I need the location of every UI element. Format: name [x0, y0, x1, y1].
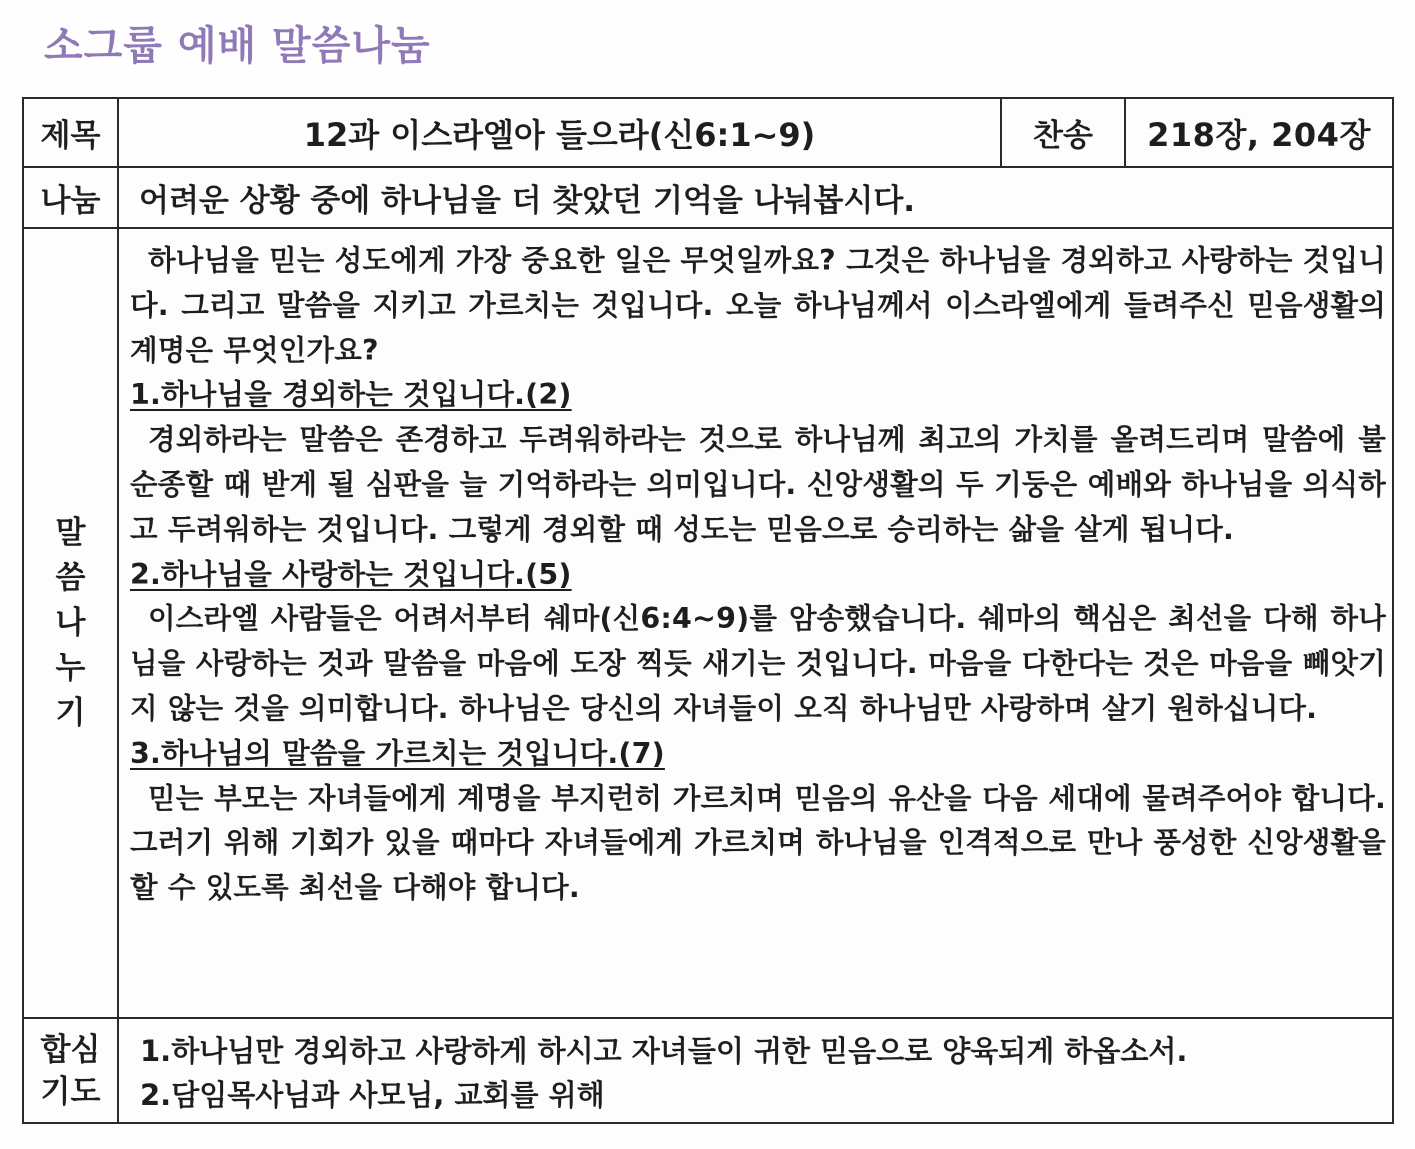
point-text: 경외하라는 말씀은 존경하고 두려워하라는 것으로 하나님께 최고의 가치를 올려드리며 말씀에 불순종할 때 받게 될 심판을 늘 기억하라는 의미입니다. 신앙생활의 두 기둥은 예배와 하나님을 의식하고 두려워하는 것입니다. 그렇게 경외할 때 성도는 믿음으로 승리하는 삶을 살게 됩니다. [130, 423, 1386, 546]
prayer-item: 1.하나님만 경외하고 사랑하게 하시고 자녀들이 귀한 믿음으로 양육되게 하옵소서. [140, 1034, 1188, 1068]
point-heading: 3.하나님의 말씀을 가르치는 것입니다.(7) [130, 736, 665, 770]
sermon-label-char: 씀 [55, 559, 86, 596]
prayer-list [140, 1029, 1380, 1117]
sermon-label-char: 기 [55, 694, 86, 731]
prayer-item: 2.담임목사님과 사모님, 교회를 위해 [140, 1078, 605, 1112]
document-title: 소그룹 예배 말씀나눔 [44, 23, 431, 69]
sermon-intro: 하나님을 믿는 성도에게 가장 중요한 일은 무엇일까요? 그것은 하나님을 경외하고 사랑하는 것입니다. 그리고 말씀을 지키고 가르치는 것입니다. 오늘 하나님께서 이스라엘에게 들려주신 믿음생활의 계명은 무엇인가요? [130, 244, 1386, 367]
point-heading: 1.하나님을 경외하는 것입니다.(2) [130, 378, 572, 412]
lesson-title: 12과 이스라엘아 들으라(신6:1~9) [303, 115, 816, 154]
prayer-label-line: 합심 [40, 1031, 101, 1068]
point-text: 믿는 부모는 자녀들에게 계명을 부지런히 가르치며 믿음의 유산을 다음 세대에 물려주어야 합니다. 그러기 위해 기회가 있을 때마다 자녀들에게 가르치며 하나님을 인격적으로 만나 풍성한 신앙생활을 할 수 있도록 최선을 다해야 합니다. [130, 781, 1386, 905]
title-label: 제목 [40, 118, 101, 154]
sermon-label [24, 229, 117, 1017]
sermon-label-char: 누 [55, 649, 86, 686]
worship-sheet [22, 97, 1394, 1124]
share-question: 어려운 상황 중에 하나님을 더 찾았던 기억을 나눠봅시다. [139, 183, 916, 219]
sermon-label-char: 말 [55, 514, 86, 551]
point-text: 이스라엘 사람들은 어려서부터 쉐마(신6:4~9)를 암송했습니다. 쉐마의 핵심은 최선을 다해 하나님을 사랑하는 것과 말씀을 마음에 도장 찍듯 새기는 것입니다. 마음을 다한다는 것은 마음을 빼앗기지 않는 것을 의미합니다. 하나님은 당신의 자녀들이 오직 하나님만 사랑하며 살기 원하십니다. [130, 602, 1386, 725]
hymn-label: 찬송 [1033, 118, 1093, 154]
divider [24, 227, 1392, 229]
divider [24, 1017, 1392, 1019]
prayer-label-line: 기도 [40, 1073, 101, 1110]
point-heading: 2.하나님을 사랑하는 것입니다.(5) [130, 557, 572, 591]
prayer-label [24, 1019, 117, 1122]
sermon-body [130, 239, 1386, 911]
share-label: 나눔 [40, 183, 101, 219]
hymn-numbers: 218장, 204장 [1147, 115, 1371, 154]
sermon-label-char: 나 [55, 604, 86, 641]
divider [117, 99, 119, 1122]
